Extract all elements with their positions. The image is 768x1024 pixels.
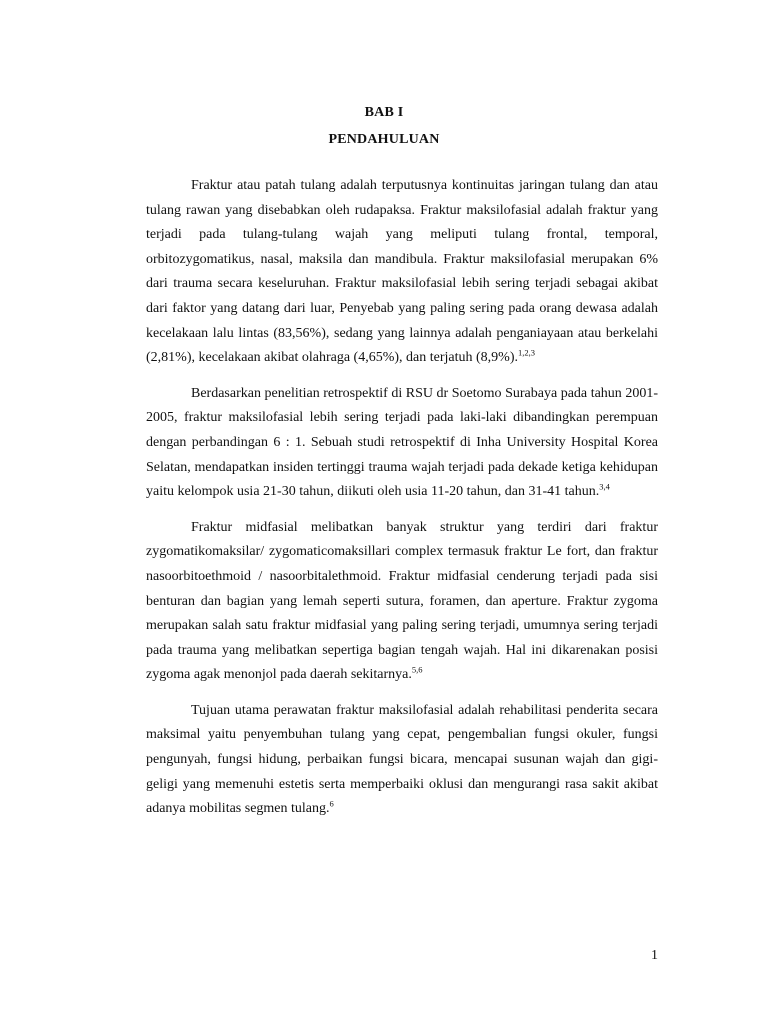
paragraph-1	[146, 174, 658, 371]
paragraph-text: Tujuan utama perawatan fraktur maksilofasial adalah rehabilitasi penderita secara maksimal yaitu penyembuhan tulang yang cepat, pengembalian fungsi okuler, fungsi pengunyah, fungsi hidung, perbaikan fungsi bicara, mencapai susunan wajah dan gigi-geligi yang memenuhi estetis serta memperbaiki oklusi dan mengurangi rasa sakit akibat adanya mobilitas segmen tulang.	[146, 702, 658, 817]
paragraph-4	[146, 699, 658, 822]
citation-superscript: 5,6	[411, 664, 423, 675]
chapter-title: PENDAHULUAN	[328, 132, 440, 147]
body-text	[146, 174, 658, 822]
paragraph-text: Fraktur atau patah tulang adalah terputusnya kontinuitas jaringan tulang dan atau tulang rawan yang disebabkan oleh rudapaksa. Fraktur maksilofasial adalah fraktur yang terjadi pada tulang-tulang wajah yang meliputi tulang frontal, temporal, orbitozygomatikus, nasal, maksila dan mandibula. Fraktur maksilofasial merupakan 6% dari trauma secara keseluruhan. Fraktur maksilofasial lebih sering terjadi sebagai akibat dari faktor yang datang dari luar, Penyebab yang paling sering pada orang dewasa adalah kecelakaan lalu lintas (83,56%), sedang yang lainnya adalah penganiayaan atau berkelahi (2,81%), kecelakaan akibat olahraga (4,65%), dan terjatuh (8,9%).	[146, 178, 658, 366]
citation-superscript: 1,2,3	[518, 347, 536, 358]
paragraph-text: Berdasarkan penelitian retrospektif di RSU dr Soetomo Surabaya pada tahun 2001-2005, fraktur maksilofasial lebih sering terjadi pada laki-laki dibandingkan perempuan dengan perbandingan 6 : 1. Sebuah studi retrospektif di Inha University Hospital Korea Selatan, mendapatkan insiden tertinggi trauma wajah terjadi pada dekade ketiga kehidupan yaitu kelompok usia 21-30 tahun, diikuti oleh usia 11-20 tahun, dan 31-41 tahun.	[146, 385, 658, 500]
page-number: 1	[651, 948, 658, 963]
citation-superscript: 3,4	[599, 481, 610, 492]
citation-superscript: 6	[329, 798, 334, 809]
paragraph-2	[146, 382, 658, 505]
paragraph-text: Fraktur midfasial melibatkan banyak struktur yang terdiri dari fraktur zygomatikomaksilar/ zygomaticomaksillari complex termasuk fraktur Le fort, dan fraktur nasoorbitoethmoid / nasoorbitalethmoid. Fraktur midfasial cenderung terjadi pada sisi benturan dan bagian yang lemah seperti sutura, foramen, dan aperture. Fraktur zygoma merupakan salah satu fraktur midfasial yang paling sering terjadi, umumnya sering terjadi pada trauma yang melibatkan sepertiga bagian tengah wajah. Hal ini dikarenakan posisi zygoma agak menonjol pada daerah sekitarnya.	[146, 519, 658, 683]
chapter-label: BAB I	[364, 105, 404, 120]
paragraph-3	[146, 516, 658, 688]
